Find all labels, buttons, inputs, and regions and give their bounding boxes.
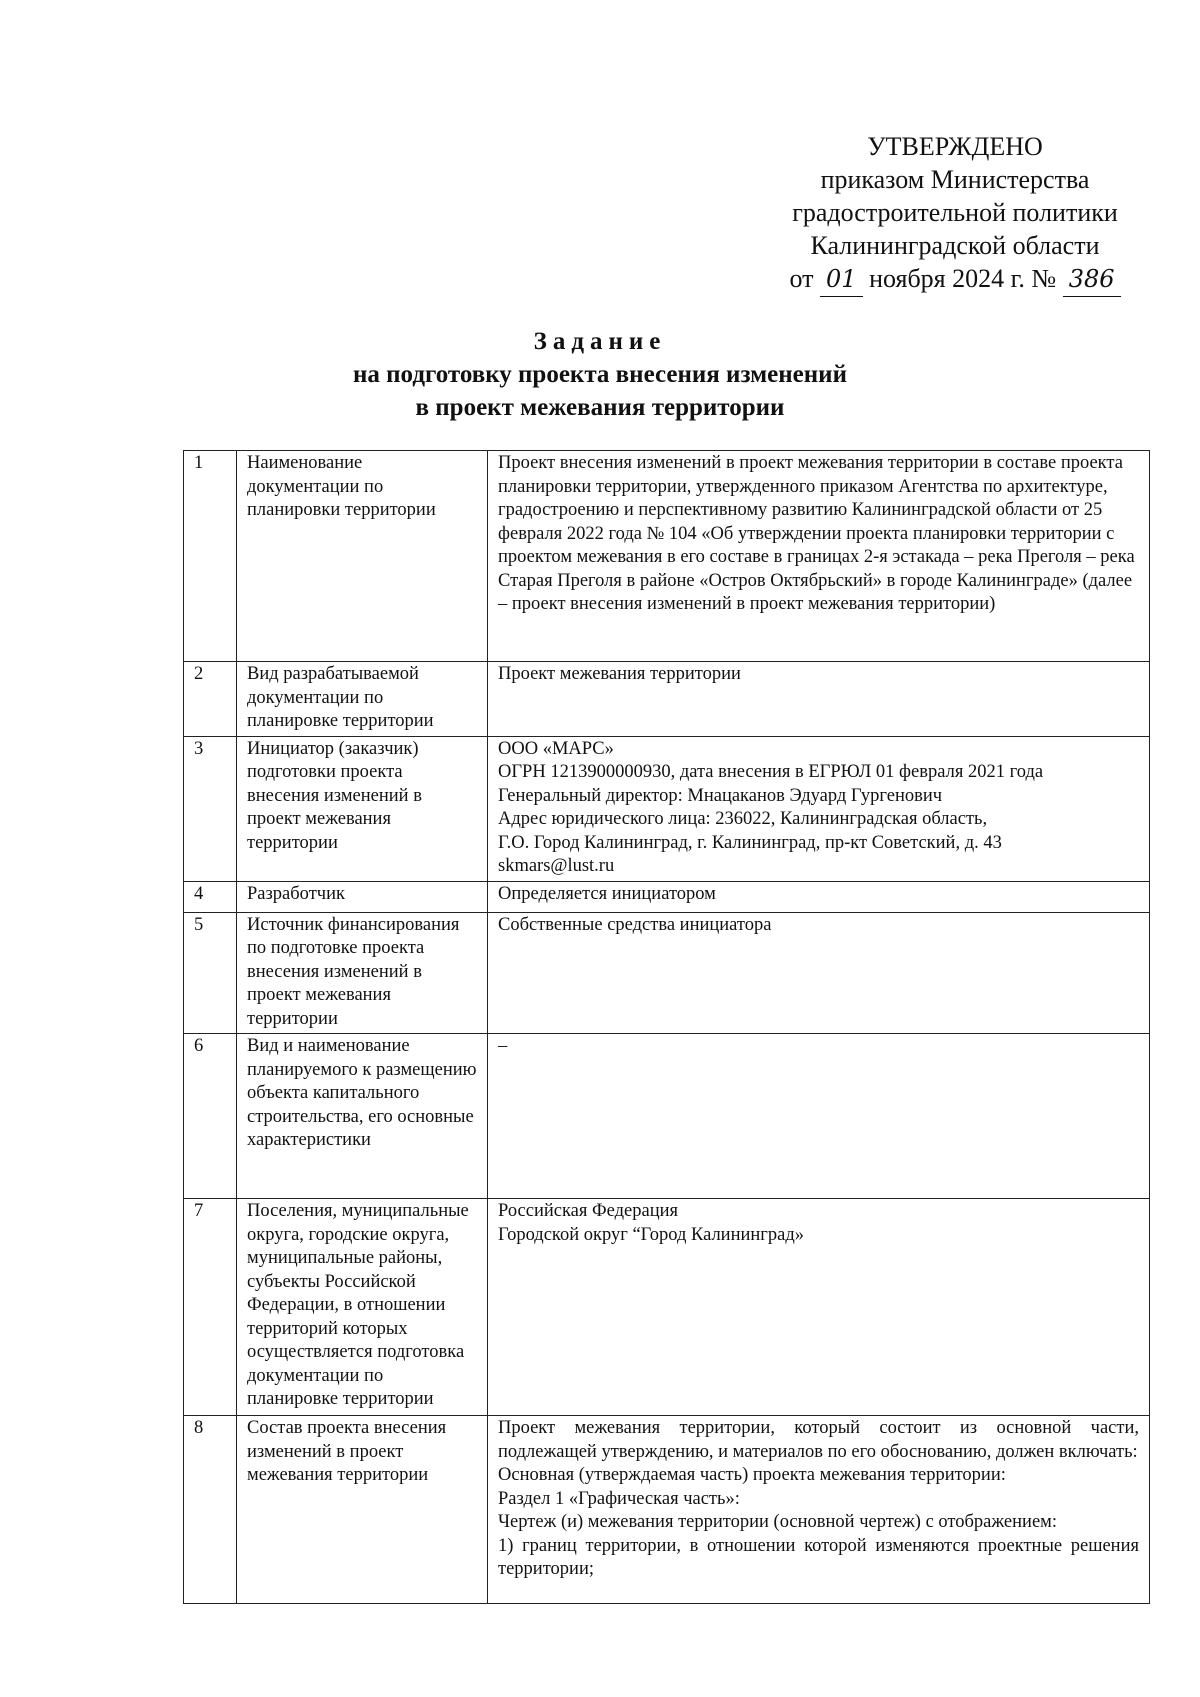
table-row <box>184 912 1150 1034</box>
row-value <box>488 451 1150 662</box>
row-value-text: Российская Федерация <box>498 1201 679 1221</box>
approval-date-line <box>740 262 1170 297</box>
row-value-text: Раздел 1 «Графическая часть»: <box>498 1488 740 1509</box>
row-number: 2 <box>184 662 237 737</box>
row-number: 6 <box>184 1034 237 1199</box>
row-value-text: – <box>498 1036 508 1056</box>
row-label: Состав проекта внесения изменений в проект межевания территории <box>237 1416 488 1604</box>
row-value-text: Проект межевания территории, который состоит из основной части, подлежащей утверждению, и материалов по его обоснованию, должен включать: <box>498 1418 1139 1462</box>
row-value <box>488 736 1150 881</box>
table-row <box>184 881 1150 912</box>
table-row <box>184 662 1150 737</box>
row-number: 4 <box>184 881 237 912</box>
table-row <box>184 1416 1150 1604</box>
handwritten-order-number: 386 <box>1063 263 1121 297</box>
task-table <box>183 450 1150 1604</box>
row-value-text: ОГРН 1213900000930, дата внесения в ЕГРЮЛ 01 февраля 2021 года <box>498 762 1044 782</box>
row-number: 1 <box>184 451 237 662</box>
row-label: Поселения, муниципальные округа, городские округа, муниципальные районы, субъекты Российской Федерации, в отношении территорий которых осуществляется подготовка документации по планировке территории <box>237 1199 488 1416</box>
title-subline: на подготовку проекта внесения изменений <box>353 361 847 388</box>
row-value-text: Проект внесения изменений в проект межевания территории в составе проекта планировки территории, утвержденного приказом Агентства по архитектуре, градостроению и перспективному развитию Калининградской области от 25 февраля 2022 года № 104 «Об утверждении проекта планировки территории с проектом межевания в его составе в границах 2-я эстакада – река Преголя – река Старая Преголя в районе «Остров Октябрьский» в городе Калининграде» (далее – проект внесения изменений в проект межевания территории) <box>498 453 1135 614</box>
row-number: 8 <box>184 1416 237 1604</box>
row-label: Разработчик <box>237 881 488 912</box>
approval-line: Калининградской области <box>810 231 1100 260</box>
row-label: Вид разрабатываемой документации по планировке территории <box>237 662 488 737</box>
row-value <box>488 881 1150 912</box>
row-value-text: Основная (утверждаемая часть) проекта межевания территории: <box>498 1465 1006 1485</box>
row-value-text: Собственные средства инициатора <box>498 914 772 935</box>
date-prefix: от <box>789 264 814 293</box>
row-value-text: Проект межевания территории <box>498 664 741 684</box>
row-value <box>488 912 1150 1034</box>
row-value-text: Определяется инициатором <box>498 883 716 904</box>
row-value-text: Городской округ “Город Калининград» <box>498 1224 804 1245</box>
row-value <box>488 1034 1150 1199</box>
month-year: ноября 2024 г. № <box>869 264 1057 293</box>
handwritten-day: 01 <box>820 263 863 297</box>
row-value-text: 1) границ территории, в отношении которой изменяются проектные решения территории; <box>498 1535 1139 1579</box>
row-label: Вид и наименование планируемого к размещению объекта капитального строительства, его основные характеристики <box>237 1034 488 1199</box>
approval-title: УТВЕРЖДЕНО <box>867 132 1043 161</box>
table-row <box>184 451 1150 662</box>
row-value <box>488 1199 1150 1416</box>
row-value <box>488 662 1150 737</box>
row-value <box>488 1416 1150 1604</box>
row-number: 7 <box>184 1199 237 1416</box>
approval-line: градостроительной политики <box>792 198 1118 227</box>
row-number: 5 <box>184 912 237 1034</box>
table-row <box>184 1199 1150 1416</box>
approval-line: приказом Министерства <box>820 165 1090 194</box>
document-title <box>0 325 1200 424</box>
title-main: Задание <box>533 328 667 355</box>
table-row <box>184 736 1150 881</box>
approval-block <box>740 130 1170 297</box>
title-subline: в проект межевания территории <box>415 394 785 421</box>
row-value-text: Чертеж (и) межевания территории (основной чертеж) с отображением: <box>498 1512 1058 1532</box>
row-value-text: skmars@lust.ru <box>498 856 615 876</box>
row-value-text: Г.О. Город Калининград, г. Калининград, пр-кт Советский, д. 43 <box>498 832 1002 853</box>
table-row <box>184 1034 1150 1199</box>
row-label: Наименование документации по планировки территории <box>237 451 488 662</box>
row-value-text: Генеральный директор: Мнацаканов Эдуард Гургенович <box>498 785 943 806</box>
row-label: Инициатор (заказчик) подготовки проекта внесения изменений в проект межевания территории <box>237 736 488 881</box>
row-label: Источник финансирования по подготовке проекта внесения изменений в проект межевания территории <box>237 912 488 1034</box>
row-number: 3 <box>184 736 237 881</box>
row-value-text: Адрес юридического лица: 236022, Калининградская область, <box>498 809 988 829</box>
row-value-text: ООО «МАРС» <box>498 738 614 759</box>
